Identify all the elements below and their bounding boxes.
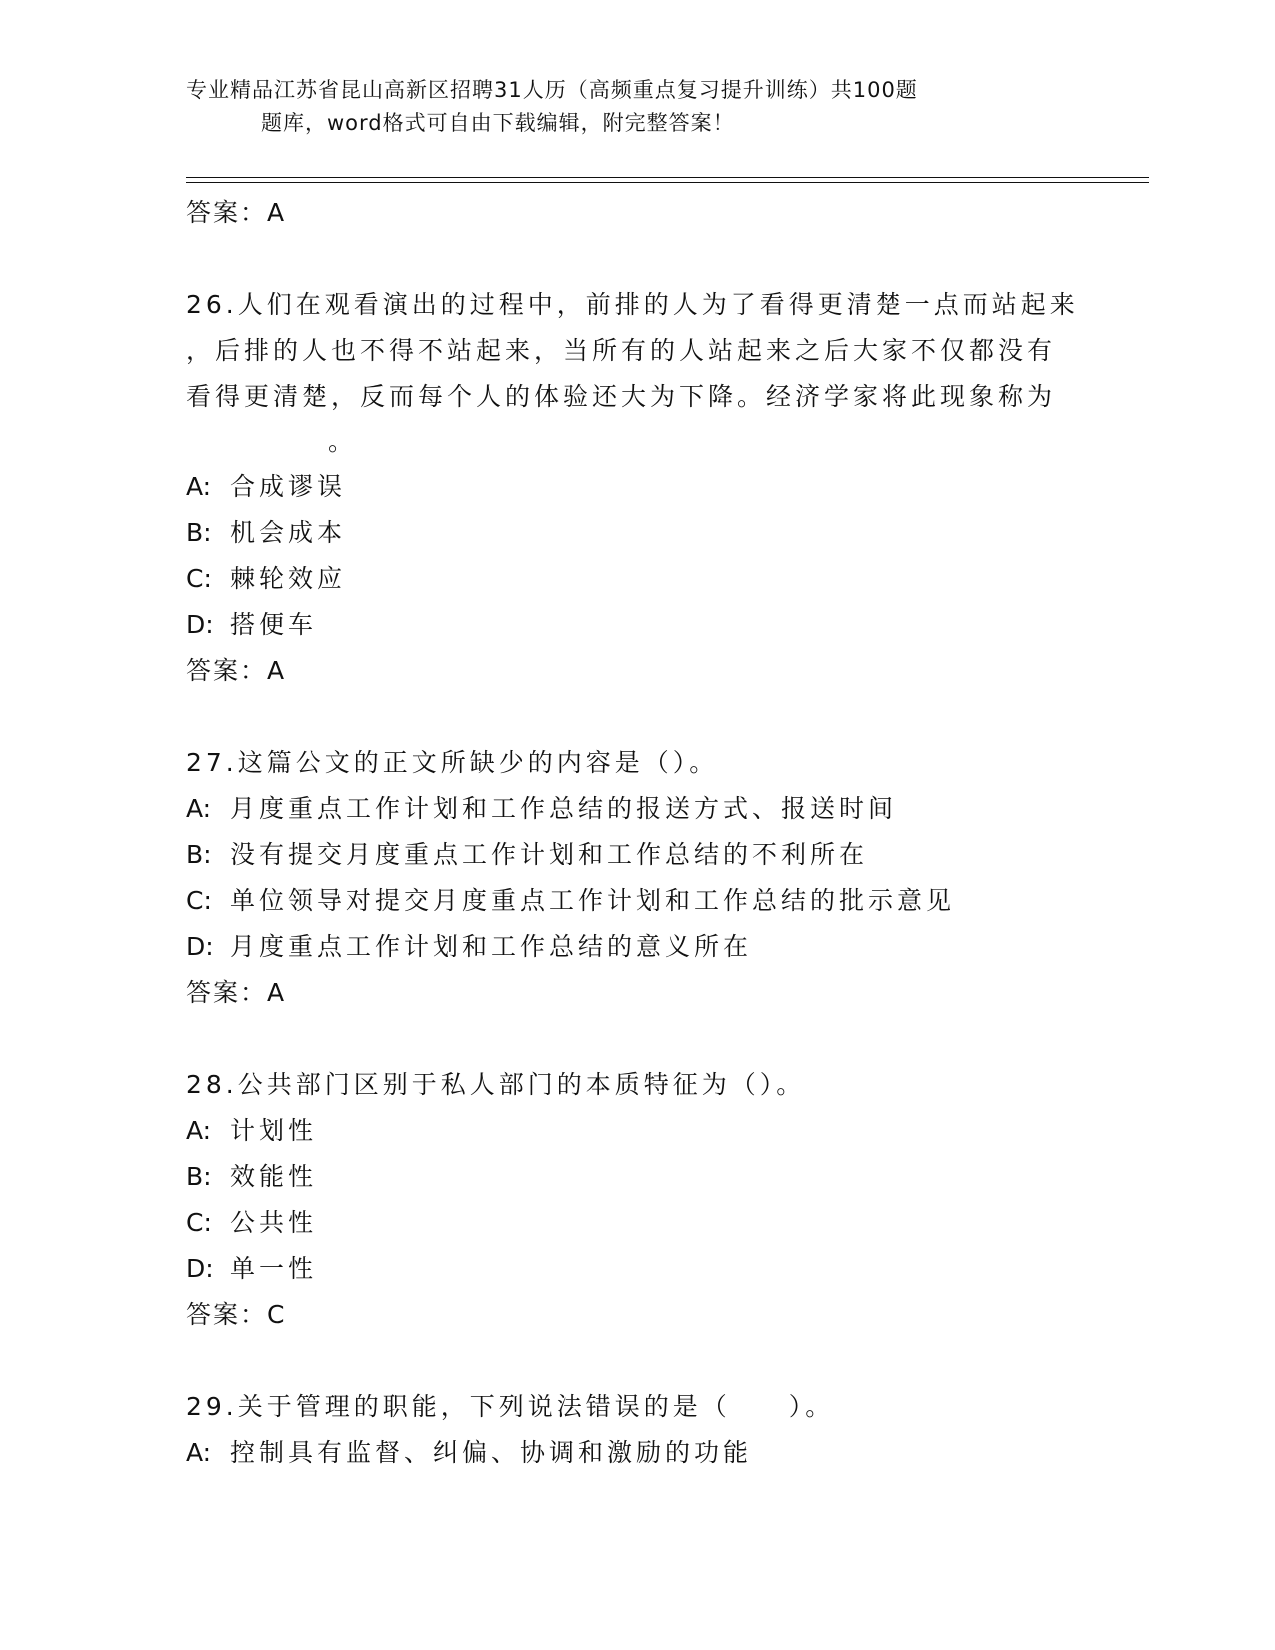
option-letter: B: (186, 840, 212, 869)
option-text: 月度重点工作计划和工作总结的报送方式、报送时间 (230, 794, 898, 823)
question-item (186, 282, 1086, 694)
option-a (186, 786, 1086, 832)
option-c (186, 878, 1086, 924)
answer-line (186, 190, 1086, 236)
option-c (186, 556, 1086, 602)
question-text-line: 29.关于管理的职能，下列说法错误的是（ ）。 (186, 1392, 835, 1421)
option-letter: D: (186, 1254, 214, 1283)
question-text-line: 28.公共部门区别于私人部门的本质特征为（）。 (186, 1070, 806, 1099)
question-item (186, 1384, 1086, 1476)
question-list (186, 190, 1086, 1476)
header-title-line2: 题库，word格式可自由下载编辑，附完整答案！ (261, 111, 735, 135)
option-text: 棘轮效应 (230, 564, 347, 593)
question-item (186, 740, 1086, 1016)
answer-value: A (267, 656, 287, 685)
option-letter: C: (186, 564, 212, 593)
question-text-line: 26.人们在观看演出的过程中，前排的人为了看得更清楚一点而站起来 (186, 290, 1079, 319)
option-text: 没有提交月度重点工作计划和工作总结的不利所在 (230, 840, 869, 869)
option-d (186, 602, 1086, 648)
document-header (186, 74, 1086, 140)
spacer (186, 694, 1086, 740)
spacer (186, 1338, 1086, 1384)
spacer (186, 1016, 1086, 1062)
question-item (186, 1062, 1086, 1338)
option-b (186, 832, 1086, 878)
option-d (186, 924, 1086, 970)
answer-line (186, 648, 1086, 694)
option-letter: A: (186, 794, 212, 823)
option-letter: C: (186, 886, 212, 915)
option-text: 计划性 (230, 1116, 318, 1145)
header-rule-top (186, 177, 1149, 178)
option-b (186, 510, 1086, 556)
answer-label: 答案： (186, 978, 268, 1007)
header-title-line1: 专业精品江苏省昆山高新区招聘31人历（高频重点复习提升训练）共100题 (186, 78, 918, 102)
answer-value: A (267, 978, 287, 1007)
option-letter: C: (186, 1208, 212, 1237)
option-text: 控制具有监督、纠偏、协调和激励的功能 (230, 1438, 753, 1467)
question-blank-end: 。 (328, 427, 358, 456)
answer-value: C (267, 1300, 287, 1329)
option-a (186, 1430, 1086, 1476)
option-letter: D: (186, 932, 214, 961)
option-text: 单一性 (230, 1254, 318, 1283)
option-text: 效能性 (230, 1162, 318, 1191)
option-a (186, 464, 1086, 510)
option-letter: A: (186, 1438, 212, 1467)
header-rule-bottom (186, 182, 1149, 183)
option-letter: D: (186, 610, 214, 639)
option-text: 搭便车 (230, 610, 318, 639)
question-text-line: 看得更清楚，反而每个人的体验还大为下降。经济学家将此现象称为 (186, 382, 1057, 411)
answer-label: 答案： (186, 656, 268, 685)
option-d (186, 1246, 1086, 1292)
answer-label: 答案： (186, 1300, 268, 1329)
option-text: 单位领导对提交月度重点工作计划和工作总结的批示意见 (230, 886, 956, 915)
option-letter: B: (186, 1162, 212, 1191)
option-letter: A: (186, 1116, 212, 1145)
question-text-line: ，后排的人也不得不站起来，当所有的人站起来之后大家不仅都没有 (186, 336, 1057, 365)
spacer (186, 236, 1086, 282)
option-b (186, 1154, 1086, 1200)
option-text: 合成谬误 (230, 472, 347, 501)
option-text: 月度重点工作计划和工作总结的意义所在 (230, 932, 753, 961)
option-text: 公共性 (230, 1208, 318, 1237)
question-text-line: 27.这篇公文的正文所缺少的内容是（）。 (186, 748, 719, 777)
option-letter: A: (186, 472, 212, 501)
answer-value: A (267, 198, 287, 227)
option-c (186, 1200, 1086, 1246)
answer-line (186, 1292, 1086, 1338)
option-letter: B: (186, 518, 212, 547)
option-text: 机会成本 (230, 518, 347, 547)
option-a (186, 1108, 1086, 1154)
answer-label: 答案： (186, 198, 268, 227)
answer-line (186, 970, 1086, 1016)
